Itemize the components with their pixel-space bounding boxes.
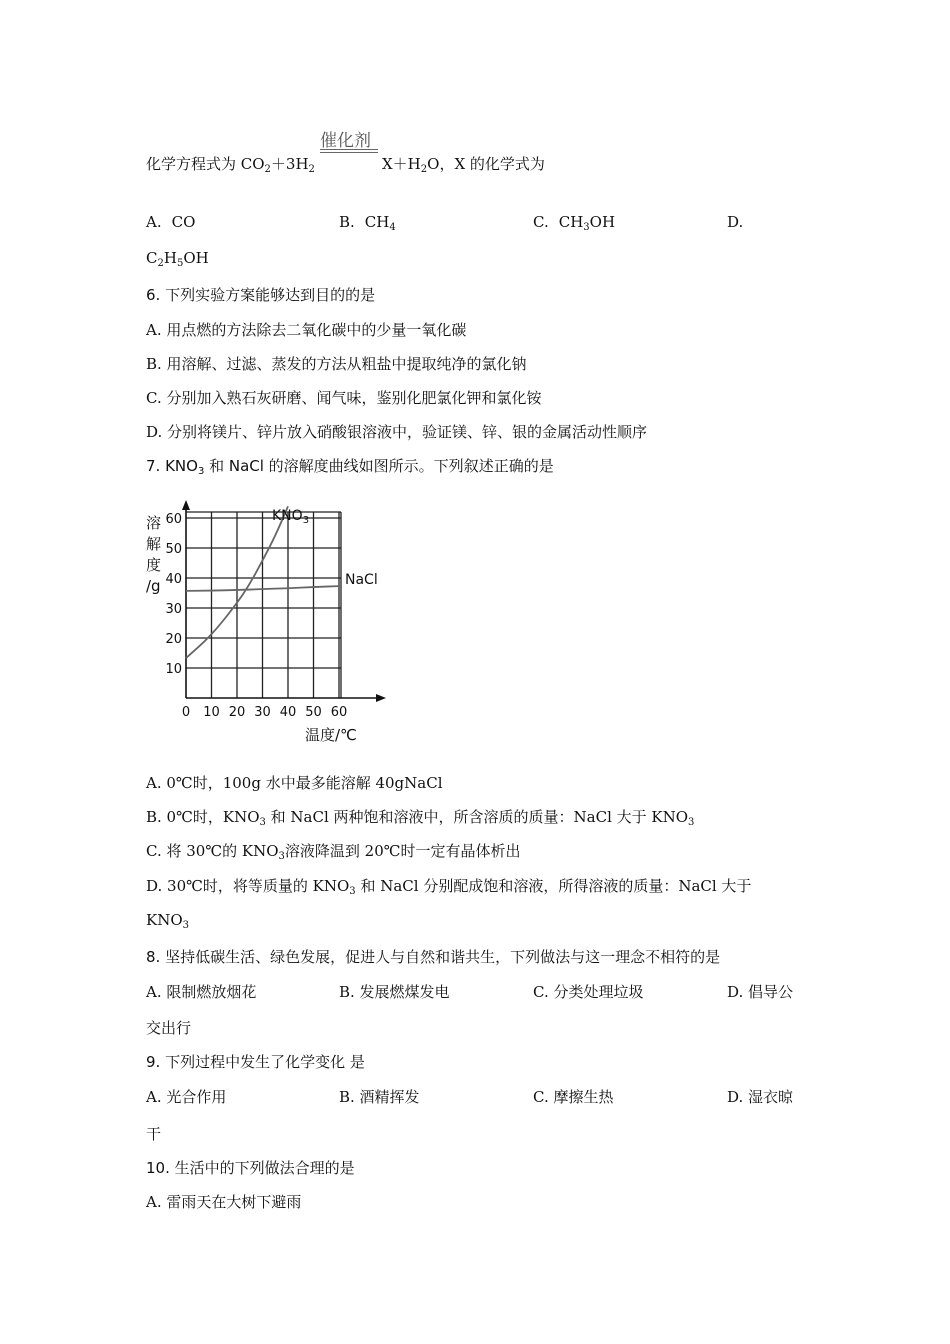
y-axis-label: 度 xyxy=(146,556,162,574)
y-axis-label: 溶 xyxy=(146,514,162,532)
q5-option-a[interactable]: A. CO xyxy=(146,213,196,231)
q7-option-c[interactable]: C. 将 30℃的 $KNO_3$溶液降温到 20℃时一定有晶体析出 xyxy=(146,842,521,862)
y-tick-label: 60 xyxy=(165,512,182,527)
q8-stem: 8. 坚持低碳生活、绿色发展，促进人与自然和谐共生，下列做法与这一理念不相符的是 xyxy=(146,948,721,966)
q9-option-a[interactable]: A. 光合作用 xyxy=(146,1088,227,1106)
q8-option-b[interactable]: B. 发展燃煤发电 xyxy=(339,983,450,1001)
x-tick-label: 30 xyxy=(254,705,271,720)
solubility-chart xyxy=(140,500,400,750)
q8-option-c[interactable]: C. 分类处理垃圾 xyxy=(533,983,644,1001)
q6-option-a[interactable]: A. 用点燃的方法除去二氧化碳中的少量一氧化碳 xyxy=(146,321,467,339)
q5-option-b[interactable]: B. $CH_4$ xyxy=(339,213,396,233)
q7-option-b[interactable]: B. 0℃时，$KNO_3$ 和 NaCl 两种饱和溶液中，所含溶质的质量：NaCl 大于 $KNO_3$ xyxy=(146,808,695,828)
chart-axes xyxy=(182,500,386,702)
y-axis-arrow xyxy=(182,500,190,510)
series-label-nacl: NaCl xyxy=(345,572,378,589)
q7-stem: 7. $KNO_3$ 和 NaCl 的溶解度曲线如图所示。下列叙述正确的是 xyxy=(146,457,554,477)
chart-grid xyxy=(186,512,341,698)
x-tick-label: 10 xyxy=(203,705,220,720)
q9-option-b[interactable]: B. 酒精挥发 xyxy=(339,1088,420,1106)
y-tick-label: 40 xyxy=(165,572,182,587)
q6-stem: 6. 下列实验方案能够达到目的的是 xyxy=(146,286,376,304)
q5-option-d[interactable]: D. xyxy=(727,213,744,231)
q8-option-d[interactable]: D. 倡导公 xyxy=(727,983,794,1001)
y-tick-label: 30 xyxy=(165,602,182,617)
q7-option-d[interactable]: D. 30℃时，将等质量的 $KNO_3$ 和 NaCl 分别配成饱和溶液，所得溶液的质量：NaCl 大于 xyxy=(146,877,752,897)
q7-option-d-cont: $KNO_3$ xyxy=(146,911,190,931)
q5-equation: 化学方程式为 $CO_2+3H_2$ xyxy=(146,155,315,175)
x-tick-label: 0 xyxy=(181,705,191,720)
x-tick-label: 50 xyxy=(305,705,322,720)
x-tick-label: 40 xyxy=(279,705,297,720)
x-axis-label: 温度/℃ xyxy=(305,726,357,744)
series-label-kno3: $KNO_3$ xyxy=(272,508,310,526)
q10-option-a[interactable]: A. 雷雨天在大树下避雨 xyxy=(146,1193,302,1211)
y-axis-label: /g xyxy=(146,577,161,595)
q6-option-d[interactable]: D. 分别将镁片、锌片放入硝酸银溶液中，验证镁、锌、银的金属活动性顺序 xyxy=(146,423,648,441)
q5-equation-right: $X+H_2O$，X 的化学式为 xyxy=(382,155,545,175)
equation-arrow xyxy=(320,149,378,153)
q9-stem: 9. 下列过程中发生了化学变化 是 xyxy=(146,1053,365,1071)
x-tick-label: 60 xyxy=(330,705,348,720)
q5-option-d-text: $C_2H_5OH$ xyxy=(146,249,209,269)
q7-option-a[interactable]: A. 0℃时，100g 水中最多能溶解 40gNaCl xyxy=(146,774,443,792)
y-tick-label: 20 xyxy=(165,632,182,647)
q8-option-d-cont: 交出行 xyxy=(146,1019,192,1037)
q9-option-c[interactable]: C. 摩擦生热 xyxy=(533,1088,614,1106)
q6-option-c[interactable]: C. 分别加入熟石灰研磨、闻气味，鉴别化肥氯化钾和氯化铵 xyxy=(146,389,542,407)
q5-option-c[interactable]: C. $CH_3OH$ xyxy=(533,213,616,233)
q9-option-d-cont: 干 xyxy=(146,1125,162,1143)
q9-option-d[interactable]: D. 湿衣晾 xyxy=(727,1088,794,1106)
chart-ticks xyxy=(165,512,347,720)
x-axis-arrow xyxy=(376,694,386,702)
y-tick-label: 50 xyxy=(165,542,182,557)
q6-option-b[interactable]: B. 用溶解、过滤、蒸发的方法从粗盐中提取纯净的氯化钠 xyxy=(146,355,527,373)
y-axis-label: 解 xyxy=(146,535,162,553)
q8-option-a[interactable]: A. 限制燃放烟花 xyxy=(146,983,257,1001)
x-tick-label: 20 xyxy=(228,705,246,720)
q10-stem: 10. 生活中的下列做法合理的是 xyxy=(146,1159,355,1177)
y-tick-label: 10 xyxy=(165,662,182,677)
catalyst-label: 催化剂 xyxy=(320,131,371,151)
